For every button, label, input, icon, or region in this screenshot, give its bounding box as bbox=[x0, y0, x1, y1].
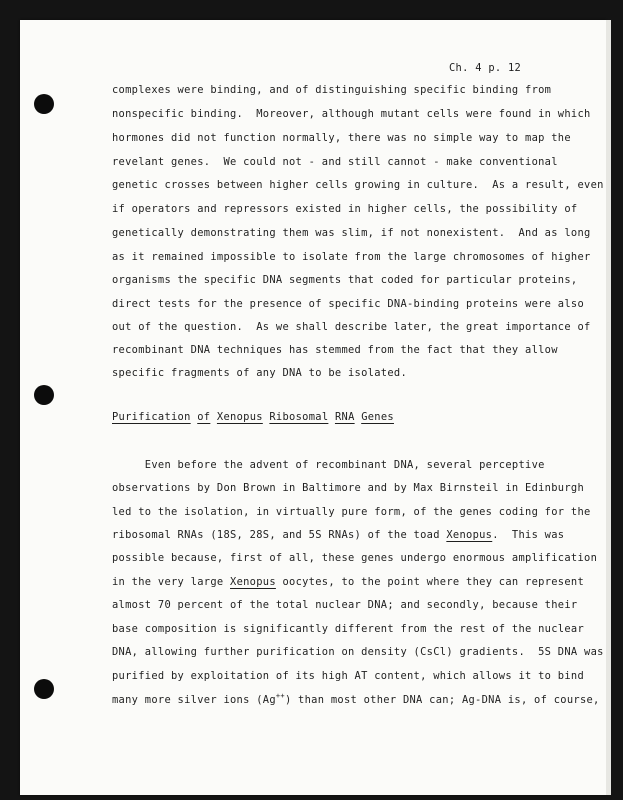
heading-word: Purification bbox=[112, 411, 191, 423]
heading-word: Genes bbox=[361, 411, 394, 423]
paragraph-line bbox=[112, 694, 600, 706]
paragraph-line: observations by Don Brown in Baltimore and by Max Birnsteil in Edinburgh bbox=[112, 482, 585, 494]
paragraph-line: genetically demonstrating them was slim, if not nonexistent. And as long bbox=[112, 227, 591, 239]
heading-word: of bbox=[197, 411, 211, 423]
paragraph-line bbox=[112, 529, 564, 541]
heading-word: Xenopus bbox=[216, 411, 263, 423]
superscript: ++ bbox=[275, 692, 285, 700]
paragraph-line: recombinant DNA techniques has stemmed from the fact that they allow bbox=[112, 344, 558, 356]
paragraph-line: genetic crosses between higher cells growing in culture. As a result, even bbox=[112, 179, 604, 191]
paragraph-line: led to the isolation, in virtually pure form, of the genes coding for the bbox=[112, 506, 591, 518]
line-segment: ) than most other DNA can; Ag-DNA is, of course, bbox=[284, 694, 600, 706]
paragraph-line: nonspecific binding. Moreover, although mutant cells were found in which bbox=[112, 108, 591, 120]
paragraph-line: possible because, first of all, these genes undergo enormous amplification bbox=[112, 552, 598, 564]
paragraph-line: hormones did not function normally, there was no simple way to map the bbox=[112, 132, 571, 144]
line-segment: oocytes, to the point where they can represent bbox=[275, 576, 585, 588]
paragraph-line: complexes were binding, and of distinguishing specific binding from bbox=[112, 84, 552, 96]
heading-word: RNA bbox=[334, 411, 355, 423]
paragraph-line: purified by exploitation of its high AT content, which allows it to bind bbox=[112, 670, 585, 682]
punch-hole bbox=[34, 679, 54, 699]
line-segment: . This was bbox=[492, 529, 565, 541]
paragraph-line: DNA, allowing further purification on density (CsCl) gradients. 5S DNA was bbox=[112, 646, 604, 658]
line-segment: many more silver ions (Ag bbox=[112, 694, 276, 706]
paragraph-line: direct tests for the presence of specific DNA-binding proteins were also bbox=[112, 298, 585, 310]
paragraph-line: almost 70 percent of the total nuclear DNA; and secondly, because their bbox=[112, 599, 578, 611]
paragraph-line: Even before the advent of recombinant DNA, several perceptive bbox=[112, 459, 545, 471]
species-name: Xenopus bbox=[230, 576, 276, 588]
line-segment: in the very large bbox=[112, 576, 231, 588]
paragraph-line: revelant genes. We could not - and still cannot - make conventional bbox=[112, 156, 558, 168]
paragraph-line: if operators and repressors existed in higher cells, the possibility of bbox=[112, 203, 578, 215]
paper-edge bbox=[606, 20, 611, 795]
paragraph-line bbox=[112, 576, 584, 588]
paragraph-line: organisms the specific DNA segments that coded for particular proteins, bbox=[112, 274, 578, 286]
heading-word: Ribosomal bbox=[269, 411, 329, 423]
line-segment: ribosomal RNAs (18S, 28S, and 5S RNAs) of the toad bbox=[112, 529, 447, 541]
species-name: Xenopus bbox=[446, 529, 493, 541]
paragraph-line: as it remained impossible to isolate from the large chromosomes of higher bbox=[112, 251, 591, 263]
punch-hole bbox=[34, 94, 54, 114]
punch-hole bbox=[34, 385, 54, 405]
paragraph-line: specific fragments of any DNA to be isolated. bbox=[112, 367, 408, 379]
paragraph-line: base composition is significantly different from the rest of the nuclear bbox=[112, 623, 585, 635]
page-number: Ch. 4 p. 12 bbox=[449, 62, 522, 74]
section-heading bbox=[112, 411, 394, 423]
paragraph-line: out of the question. As we shall describe later, the great importance of bbox=[112, 321, 591, 333]
